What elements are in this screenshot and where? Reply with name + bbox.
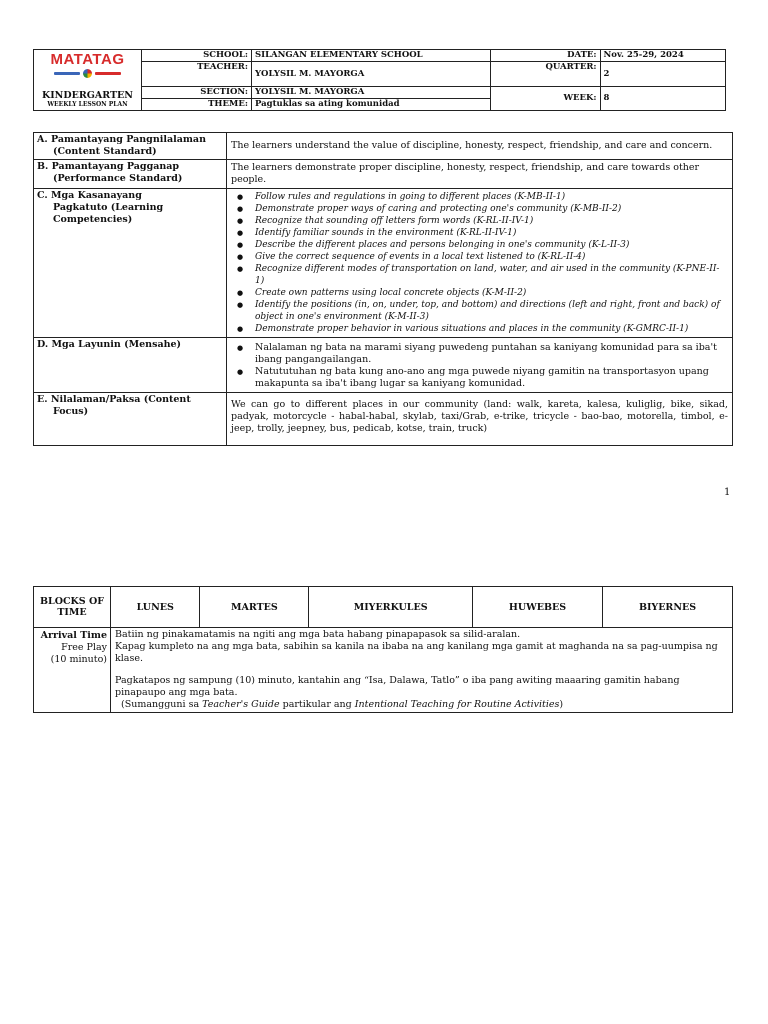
learning-competencies-list <box>227 189 733 338</box>
header-biyernes: BIYERNES <box>603 587 733 628</box>
section-value: YOLYSIL M. MAYORGA <box>251 87 490 99</box>
content-standard-label: A. Pamantayang Pangnilalaman (Content Standard) <box>34 133 227 160</box>
header-martes: MARTES <box>200 587 309 628</box>
week-label: WEEK: <box>490 87 600 111</box>
brand-cell <box>34 50 142 111</box>
content-standard-text: The learners understand the value of discipline, honesty, respect, friendship, and care and concern. <box>227 133 733 160</box>
school-label: SCHOOL: <box>141 50 251 62</box>
list-item: ● Follow rules and regulations in going to different places (K-MB-II-1) <box>255 191 728 203</box>
arrival-sub2: (10 minuto) <box>50 654 107 665</box>
list-item: ● Demonstrate proper ways of caring and protecting one's community (K-MB-II-2) <box>255 203 728 215</box>
header-table <box>33 49 726 111</box>
content-focus-text: We can go to different places in our community (land: walk, kareta, kalesa, kuliglig, bike, sikad, padyak, motorcycle - habal-habal, skylab, taxi/Grab, e-trike, tricycle - bao-bao, motorella, timbol, e-jeep, trolly, jeepney, bus, pedicab, kotse, train, truck) <box>227 393 733 446</box>
arrival-activities <box>111 628 733 713</box>
grade-level: KINDERGARTEN <box>41 90 133 101</box>
arrival-title: Arrival Time <box>40 630 107 641</box>
arrival-paragraph: Pagkatapos ng sampung (10) minuto, kantahin ang “Isa, Dalawa, Tatlo” o iba pang awiting maaaring gamitin habang pinapaupo ang mga bata. <box>115 675 680 698</box>
section-label: SECTION: <box>141 87 251 99</box>
list-item: ● Describe the different places and persons belonging in one's community (K-L-II-3) <box>255 239 728 251</box>
performance-standard-label: B. Pamantayang Pagganap (Performance Standard) <box>34 160 227 189</box>
date-value: Nov. 25-29, 2024 <box>600 50 725 62</box>
list-item: ● Give the correct sequence of events in a local text listened to (K-RL-II-4) <box>255 251 728 263</box>
header-blocks-of-time: BLOCKS OF TIME <box>34 587 111 628</box>
theme-value: Pagtuklas sa ating komunidad <box>251 99 490 111</box>
arrival-paragraph: Kapag kumpleto na ang mga bata, sabihin sa kanila na ibaba na ang kanilang mga gamit at maghanda na sa pag-uumpisa ng klase. <box>115 641 718 664</box>
list-item: ● Natututuhan ng bata kung ano-ano ang mga puwede niyang gamitin na transportasyon upang makapunta sa iba't ibang lugar sa kaniyang komunidad. <box>255 366 728 390</box>
standards-table <box>33 132 733 446</box>
objectives-label: D. Mga Layunin (Mensahe) <box>34 338 227 393</box>
reference-note: (Sumangguni sa Teacher's Guide partikular ang Intentional Teaching for Routine Activities) <box>121 699 564 710</box>
list-item: ● Create own patterns using local concrete objects (K-M-II-2) <box>255 287 728 299</box>
teacher-label: TEACHER: <box>141 62 251 87</box>
arrival-paragraph: Batiin ng pinakamatamis na ngiti ang mga bata habang pinapapasok sa silid-aralan. <box>115 629 521 640</box>
logo-emblem-icon <box>36 69 139 78</box>
list-item: ● Identify familiar sounds in the environment (K-RL-II-IV-1) <box>255 227 728 239</box>
content-focus-label: E. Nilalaman/Paksa (Content Focus) <box>34 393 227 446</box>
list-item: ● Identify the positions (in, on, under, top, and bottom) and directions (left and right, front and back) of object in one's environment (K-M-II-3) <box>255 299 728 323</box>
week-value: 8 <box>600 87 725 111</box>
performance-standard-text: The learners demonstrate proper discipline, honesty, respect, friendship, and care towards other people. <box>227 160 733 189</box>
schedule-table <box>33 586 733 713</box>
list-item: ● Nalalaman ng bata na marami siyang puwedeng puntahan sa kaniyang komunidad para sa iba't ibang pangangailangan. <box>255 342 728 366</box>
teacher-value: YOLYSIL M. MAYORGA <box>251 62 490 87</box>
list-item: ● Recognize that sounding off letters form words (K-RL-II-IV-1) <box>255 215 728 227</box>
school-value: SILANGAN ELEMENTARY SCHOOL <box>251 50 490 62</box>
arrival-sub1: Free Play <box>61 642 107 653</box>
arrival-time-block <box>34 628 111 713</box>
quarter-value: 2 <box>600 62 725 87</box>
matatag-logo: MATATAG <box>50 51 125 68</box>
plan-title: WEEKLY LESSON PLAN <box>47 101 128 108</box>
theme-label: THEME: <box>141 99 251 111</box>
list-item: ● Demonstrate proper behavior in various situations and places in the community (K-GMRC-II-1) <box>255 323 728 335</box>
learning-competencies-label: C. Mga Kasanayang Pagkatuto (Learning Competencies) <box>34 189 227 338</box>
quarter-label: QUARTER: <box>490 62 600 87</box>
page-number: 1 <box>724 487 731 498</box>
header-miyerkules: MIYERKULES <box>309 587 473 628</box>
objectives-list <box>227 338 733 393</box>
date-label: DATE: <box>490 50 600 62</box>
list-item: ● Recognize different modes of transportation on land, water, and air used in the community (K-PNE-II-1) <box>255 263 728 287</box>
header-lunes: LUNES <box>111 587 200 628</box>
header-huwebes: HUWEBES <box>472 587 602 628</box>
